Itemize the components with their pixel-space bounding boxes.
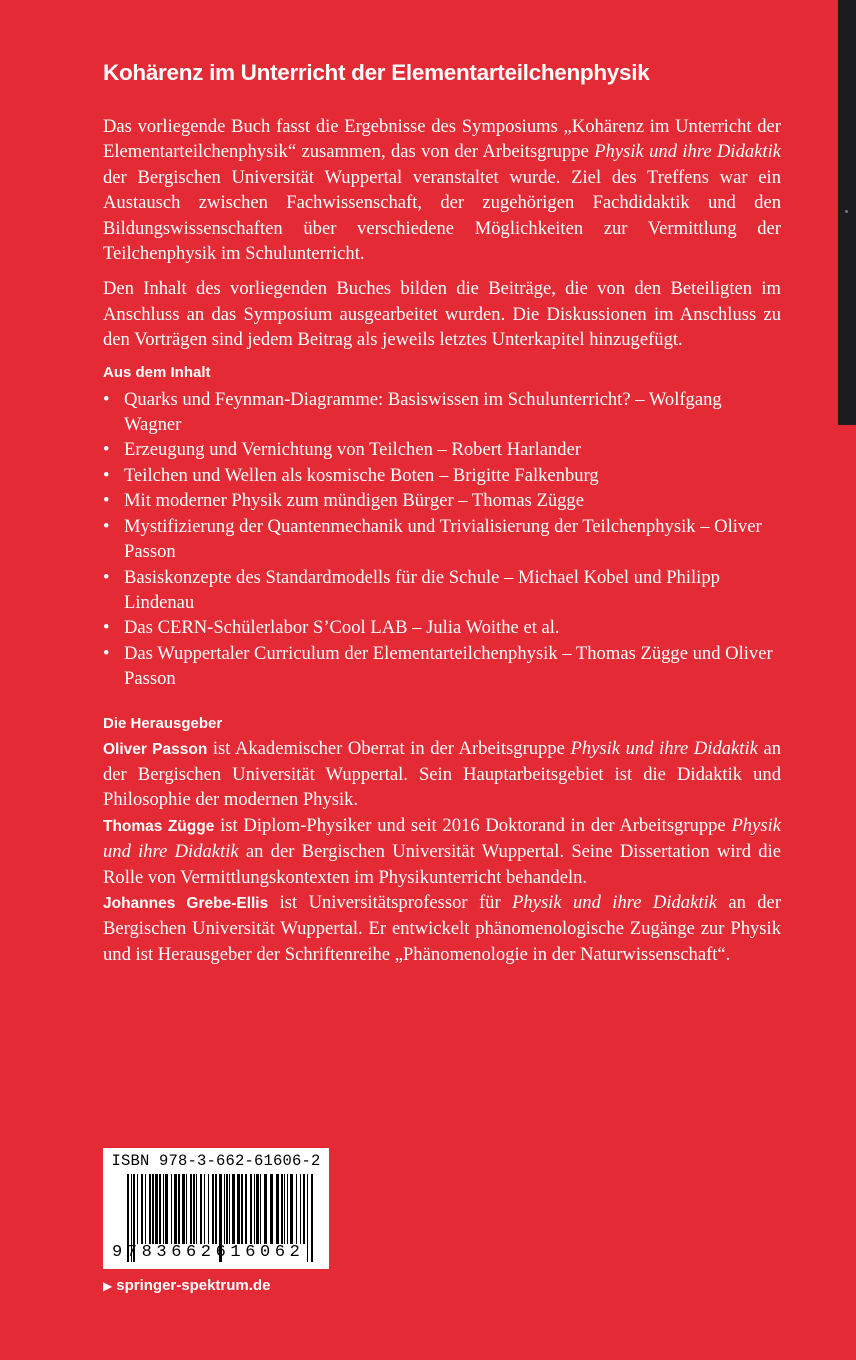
isbn-label: ISBN 978-3-662-61606-2 (111, 1152, 321, 1170)
barcode-bar (165, 1174, 168, 1244)
barcode-bar (141, 1174, 143, 1244)
editor-bio-emphasis: Physik und ihre Didaktik (512, 891, 717, 913)
contents-item: • Teilchen und Wellen als kosmische Boten – Brigitte Falkenburg (103, 463, 781, 488)
barcode-bar (174, 1174, 177, 1244)
back-cover-content (103, 58, 781, 967)
editor-bio-zuegge (103, 813, 781, 890)
barcode-bar (149, 1174, 151, 1244)
barcode-bar (226, 1174, 228, 1244)
editor-name: Johannes Grebe-Ellis (103, 894, 269, 912)
barcode-bar (237, 1174, 240, 1244)
editor-bio-text: ist Diplom-Physiker und seit 2016 Doktorand in der Arbeitsgruppe (214, 814, 732, 836)
website-label: springer-spektrum.de (116, 1277, 271, 1294)
intro-paragraph-2: Den Inhalt des vorliegenden Buches bilden die Beiträge, die von den Beteiligten im Anschluss an das Symposium ausgearbeitet wurden. Die Diskussionen im Anschluss zu den Vorträgen sind jedem Beitrag als jeweils letztes Unterkapitel hinzugefügt. (103, 278, 781, 351)
barcode-bar (300, 1174, 301, 1244)
barcode-bar (204, 1174, 205, 1244)
barcode-bar (182, 1174, 185, 1244)
ean-digits: 9783662616062 (112, 1243, 305, 1262)
barcode-bar (215, 1174, 217, 1244)
contents-item: • Mystifizierung der Quantenmechanik und Trivialisierung der Teilchenphysik – Oliver Passon (103, 514, 781, 565)
intro-text-continued: der Bergischen Universität Wuppertal veranstaltet wurde. Ziel des Treffens war ein Austausch zwischen Fachwissenschaft, der zugehörigen Fachdidaktik und den Bildungswissenschaften über verschiedene Möglichkeiten zur Vermittlung der Teilchenphysik im Schulunterricht. (103, 166, 781, 265)
intro-text: Das vorliegende Buch fasst die Ergebnisse des Symposiums „Kohärenz im Unterricht der Elementarteilchenphysik“ zusammen, das von der Arbeitsgruppe (103, 116, 781, 163)
barcode-bar (270, 1174, 273, 1244)
publisher-website-link[interactable] (103, 1276, 270, 1296)
barcode-bar (208, 1174, 209, 1244)
intro-paragraph-1 (103, 114, 781, 266)
barcode-bar (137, 1174, 138, 1244)
barcode-bar (155, 1174, 158, 1244)
barcode-bar (241, 1174, 243, 1244)
barcode-bar (276, 1174, 279, 1244)
barcode-bar (296, 1174, 297, 1244)
barcode-bar (260, 1174, 261, 1244)
contents-item: • Mit moderner Physik zum mündigen Bürger – Thomas Zügge (103, 488, 781, 513)
editor-bio-text: ist Universitätsprofessor für (268, 891, 513, 913)
barcode-bar (190, 1174, 192, 1244)
barcode-bar (193, 1174, 195, 1244)
arrow-right-icon: ▶ (103, 1279, 113, 1293)
barcode-bar (281, 1174, 283, 1244)
editor-bio-text: an der Bergischen Universität Wuppertal. Er entwickelt phänomenologische Zugänge zur Physik und ist Herausgeber der Schriftenreihe „Phänomenologie in der Naturwissenschaft“. (103, 891, 782, 965)
barcode-bar (152, 1174, 154, 1244)
editor-bio-emphasis: Physik und ihre Didaktik (570, 737, 758, 759)
barcode-bar (200, 1174, 202, 1244)
contents-item: • Das CERN-Schülerlabor S’Cool LAB – Julia Woithe et al. (103, 615, 781, 640)
barcode-bar (245, 1174, 247, 1244)
editor-bio-text: ist Akademischer Oberrat in der Arbeitsgruppe (207, 737, 571, 759)
barcode-bar (186, 1174, 187, 1244)
barcode-bar (232, 1174, 235, 1244)
spine-edge (838, 0, 856, 425)
barcode-bar (229, 1174, 230, 1244)
contents-item: • Basiskonzepte des Standardmodells für die Schule – Michael Kobel und Philipp Lindenau (103, 565, 781, 616)
editor-bio-text: an der Bergischen Universität Wuppertal. Seine Dissertation wird die Rolle von Vermittlungskontexten im Physikunterricht behandeln. (103, 841, 781, 888)
editor-name: Thomas Zügge (103, 817, 215, 835)
editor-name: Oliver Passon (103, 740, 208, 758)
barcode-bar (171, 1174, 172, 1244)
barcode-bar (196, 1174, 197, 1244)
book-title: Kohärenz im Unterricht der Elementarteilchenphysik (103, 60, 650, 85)
editor-bio-emphasis: Physik und ihre Didaktik (103, 814, 781, 863)
isbn-barcode (103, 1148, 329, 1269)
editor-bio-text: an der Bergischen Universität Wuppertal. Sein Hauptarbeitsgebiet ist die Didaktik und Philosophie der modernen Physik. (103, 737, 781, 811)
contents-item: • Das Wuppertaler Curriculum der Elementarteilchenphysik – Thomas Zügge und Oliver Passon (103, 641, 781, 692)
spine-dot (845, 210, 848, 213)
barcode-bar (145, 1174, 146, 1244)
intro-emphasis: Physik und ihre Didaktik (594, 141, 782, 163)
editors-heading: Die Herausgeber (103, 714, 223, 732)
barcode-bar (163, 1174, 164, 1244)
barcode-bar (303, 1174, 305, 1244)
barcode-bar (178, 1174, 180, 1244)
contents-item: • Erzeugung und Vernichtung von Teilchen – Robert Harlander (103, 437, 781, 462)
barcode-bar (287, 1174, 288, 1244)
barcode-bar (264, 1174, 267, 1244)
barcode-bar (256, 1174, 259, 1244)
editor-bio-passon (103, 736, 781, 813)
editor-bio-grebe-ellis (103, 890, 781, 967)
barcode-bar (212, 1174, 214, 1244)
barcode-bar (284, 1174, 285, 1244)
contents-heading: Aus dem Inhalt (103, 363, 211, 381)
barcode-bar (290, 1174, 293, 1244)
barcode-bar (254, 1174, 255, 1244)
barcode-bar (250, 1174, 252, 1244)
contents-list (103, 387, 781, 692)
barcode-bar (224, 1174, 225, 1244)
barcode-bar (159, 1174, 161, 1244)
contents-item: • Quarks und Feynman-Diagramme: Basiswissen im Schulunterricht? – Wolfgang Wagner (103, 387, 781, 438)
